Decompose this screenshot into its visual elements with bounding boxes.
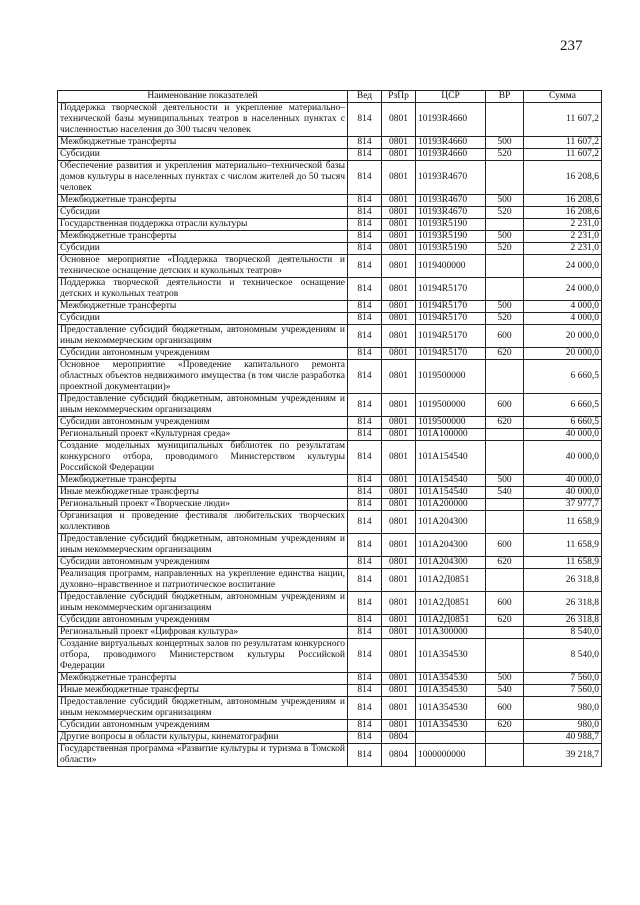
cell-rzpr: 0801: [382, 255, 416, 278]
cell-rzpr: 0801: [382, 195, 416, 207]
table-row: [58, 511, 602, 534]
cell-ved: 814: [348, 149, 382, 161]
cell-name: Создание модельных муниципальных библиотек по результатам конкурсного отбора, проводимого Министерством культуры Российской Федерации: [58, 441, 348, 475]
cell-csr: 1019500000: [416, 394, 486, 417]
cell-rzpr: 0801: [382, 697, 416, 720]
cell-rzpr: 0801: [382, 301, 416, 313]
table-row: [58, 639, 602, 673]
cell-vr: [486, 511, 524, 534]
cell-name: Создание виртуальных концертных залов по результатам конкурсного отбора, проводимого Министерством культуры Российской Федерации: [58, 639, 348, 673]
table-row: [58, 278, 602, 301]
table-row: [58, 348, 602, 360]
cell-rzpr: 0801: [382, 441, 416, 475]
cell-name: Межбюджетные трансферты: [58, 137, 348, 149]
header-sum: Сумма: [524, 91, 602, 103]
cell-ved: 814: [348, 697, 382, 720]
table-row: [58, 534, 602, 557]
cell-csr: [416, 732, 486, 744]
cell-rzpr: 0801: [382, 149, 416, 161]
cell-ved: 814: [348, 195, 382, 207]
cell-name: Субсидии: [58, 243, 348, 255]
cell-sum: 7 560,0: [524, 673, 602, 685]
cell-rzpr: 0801: [382, 325, 416, 348]
table-row: [58, 301, 602, 313]
cell-vr: 620: [486, 720, 524, 732]
table-row: [58, 499, 602, 511]
cell-vr: [486, 360, 524, 394]
cell-rzpr: 0801: [382, 673, 416, 685]
cell-csr: 101A354530: [416, 720, 486, 732]
cell-ved: 814: [348, 348, 382, 360]
cell-name: Региональный проект «Культурная среда»: [58, 429, 348, 441]
cell-csr: 10193R5190: [416, 219, 486, 231]
cell-sum: 40 000,0: [524, 475, 602, 487]
cell-name: Межбюджетные трансферты: [58, 475, 348, 487]
cell-name: Поддержка творческой деятельности и техническое оснащение детских и кукольных театров: [58, 278, 348, 301]
cell-rzpr: 0801: [382, 569, 416, 592]
cell-rzpr: 0801: [382, 161, 416, 195]
cell-csr: 101A200000: [416, 499, 486, 511]
cell-sum: 40 000,0: [524, 487, 602, 499]
cell-vr: 600: [486, 325, 524, 348]
cell-rzpr: 0801: [382, 639, 416, 673]
table-row: [58, 219, 602, 231]
cell-csr: 101A354530: [416, 697, 486, 720]
cell-rzpr: 0801: [382, 592, 416, 615]
budget-table: [57, 90, 602, 767]
cell-ved: 814: [348, 417, 382, 429]
cell-vr: 540: [486, 685, 524, 697]
cell-sum: 40 000,0: [524, 441, 602, 475]
cell-ved: 814: [348, 161, 382, 195]
header-vr: ВР: [486, 91, 524, 103]
cell-sum: 11 607,2: [524, 149, 602, 161]
table-row: [58, 207, 602, 219]
cell-sum: 40 988,7: [524, 732, 602, 744]
cell-sum: 8 540,0: [524, 627, 602, 639]
cell-ved: 814: [348, 569, 382, 592]
cell-sum: 2 231,0: [524, 219, 602, 231]
cell-csr: 10193R4670: [416, 161, 486, 195]
cell-csr: 1019500000: [416, 360, 486, 394]
cell-csr: 10194R5170: [416, 313, 486, 325]
table-row: [58, 685, 602, 697]
cell-rzpr: 0801: [382, 417, 416, 429]
cell-ved: 814: [348, 243, 382, 255]
cell-ved: 814: [348, 360, 382, 394]
cell-vr: [486, 429, 524, 441]
cell-sum: 2 231,0: [524, 243, 602, 255]
cell-sum: 26 318,8: [524, 615, 602, 627]
cell-ved: 814: [348, 394, 382, 417]
cell-csr: 101A154540: [416, 487, 486, 499]
table-row: [58, 487, 602, 499]
cell-vr: 540: [486, 487, 524, 499]
table-row: [58, 313, 602, 325]
cell-vr: 500: [486, 195, 524, 207]
cell-vr: 620: [486, 417, 524, 429]
table-row: [58, 161, 602, 195]
cell-ved: 814: [348, 429, 382, 441]
table-row: [58, 569, 602, 592]
cell-sum: 11 658,9: [524, 557, 602, 569]
cell-csr: 10194R5170: [416, 278, 486, 301]
cell-csr: 10193R5190: [416, 243, 486, 255]
cell-ved: 814: [348, 313, 382, 325]
cell-csr: 10194R5170: [416, 301, 486, 313]
cell-rzpr: 0801: [382, 685, 416, 697]
cell-rzpr: 0804: [382, 732, 416, 744]
cell-name: Межбюджетные трансферты: [58, 301, 348, 313]
cell-csr: 10193R4670: [416, 195, 486, 207]
cell-ved: 814: [348, 615, 382, 627]
cell-sum: 16 208,6: [524, 195, 602, 207]
cell-rzpr: 0804: [382, 744, 416, 767]
header-rzpr: РзПр: [382, 91, 416, 103]
cell-rzpr: 0801: [382, 207, 416, 219]
cell-csr: 10194R5170: [416, 348, 486, 360]
cell-rzpr: 0801: [382, 627, 416, 639]
cell-vr: [486, 627, 524, 639]
cell-ved: 814: [348, 732, 382, 744]
cell-vr: [486, 441, 524, 475]
table-row: [58, 137, 602, 149]
page-number: 237: [560, 38, 583, 54]
table-row: [58, 394, 602, 417]
cell-ved: 814: [348, 137, 382, 149]
cell-ved: 814: [348, 499, 382, 511]
cell-name: Субсидии: [58, 149, 348, 161]
cell-name: Организация и проведение фестиваля любительских творческих коллективов: [58, 511, 348, 534]
cell-name: Предоставление субсидий бюджетным, автономным учреждениям и иным некоммерческим организациям: [58, 534, 348, 557]
table-row: [58, 255, 602, 278]
cell-rzpr: 0801: [382, 511, 416, 534]
table-row: [58, 744, 602, 767]
cell-rzpr: 0801: [382, 394, 416, 417]
cell-ved: 814: [348, 278, 382, 301]
cell-vr: [486, 219, 524, 231]
cell-csr: 1019500000: [416, 417, 486, 429]
cell-name: Субсидии автономным учреждениям: [58, 557, 348, 569]
table-row: [58, 231, 602, 243]
cell-sum: 20 000,0: [524, 348, 602, 360]
table-row: [58, 441, 602, 475]
cell-sum: 39 218,7: [524, 744, 602, 767]
cell-ved: 814: [348, 219, 382, 231]
cell-csr: 10193R4660: [416, 149, 486, 161]
cell-name: Основное мероприятие «Проведение капитального ремонта областных объектов недвижимого имущества (в том числе разработка проектной документации)»: [58, 360, 348, 394]
table-row: [58, 592, 602, 615]
cell-csr: 101A354530: [416, 685, 486, 697]
cell-sum: 16 208,6: [524, 161, 602, 195]
cell-sum: 16 208,6: [524, 207, 602, 219]
cell-name: Межбюджетные трансферты: [58, 231, 348, 243]
cell-rzpr: 0801: [382, 231, 416, 243]
cell-name: Предоставление субсидий бюджетным, автономным учреждениям и иным некоммерческим организациям: [58, 697, 348, 720]
cell-rzpr: 0801: [382, 103, 416, 137]
cell-vr: [486, 744, 524, 767]
cell-vr: 500: [486, 137, 524, 149]
cell-vr: [486, 103, 524, 137]
cell-csr: 1019400000: [416, 255, 486, 278]
table-row: [58, 429, 602, 441]
cell-ved: 814: [348, 301, 382, 313]
table-body: [58, 103, 602, 767]
cell-rzpr: 0801: [382, 429, 416, 441]
cell-vr: 600: [486, 697, 524, 720]
cell-sum: 980,0: [524, 697, 602, 720]
cell-sum: 4 000,0: [524, 313, 602, 325]
cell-sum: 6 660,5: [524, 417, 602, 429]
cell-sum: 7 560,0: [524, 685, 602, 697]
cell-rzpr: 0801: [382, 313, 416, 325]
cell-sum: 11 607,2: [524, 103, 602, 137]
cell-name: Региональный проект «Творческие люди»: [58, 499, 348, 511]
cell-ved: 814: [348, 325, 382, 348]
cell-vr: 500: [486, 301, 524, 313]
cell-ved: 814: [348, 627, 382, 639]
cell-csr: 101A204300: [416, 511, 486, 534]
cell-name: Предоставление субсидий бюджетным, автономным учреждениям и иным некоммерческим организациям: [58, 394, 348, 417]
cell-vr: [486, 161, 524, 195]
cell-name: Реализация программ, направленных на укрепление единства нации, духовно–нравственное и патриотическое воспитание: [58, 569, 348, 592]
cell-name: Межбюджетные трансферты: [58, 195, 348, 207]
table-row: [58, 195, 602, 207]
cell-name: Предоставление субсидий бюджетным, автономным учреждениям и иным некоммерческим организациям: [58, 325, 348, 348]
cell-name: Государственная программа «Развитие культуры и туризма в Томской области»: [58, 744, 348, 767]
cell-sum: 980,0: [524, 720, 602, 732]
cell-vr: 600: [486, 394, 524, 417]
cell-name: Основное мероприятие «Поддержка творческой деятельности и техническое оснащение детских и кукольных театров»: [58, 255, 348, 278]
cell-vr: [486, 569, 524, 592]
cell-name: Межбюджетные трансферты: [58, 673, 348, 685]
table-row: [58, 697, 602, 720]
cell-ved: 814: [348, 685, 382, 697]
cell-sum: 26 318,8: [524, 569, 602, 592]
cell-csr: 101A154540: [416, 475, 486, 487]
cell-rzpr: 0801: [382, 360, 416, 394]
cell-csr: 101A300000: [416, 627, 486, 639]
cell-csr: 101A100000: [416, 429, 486, 441]
cell-ved: 814: [348, 255, 382, 278]
cell-vr: 500: [486, 231, 524, 243]
cell-rzpr: 0801: [382, 499, 416, 511]
cell-sum: 37 977,7: [524, 499, 602, 511]
cell-vr: [486, 732, 524, 744]
cell-rzpr: 0801: [382, 475, 416, 487]
cell-name: Субсидии автономным учреждениям: [58, 720, 348, 732]
cell-rzpr: 0801: [382, 720, 416, 732]
cell-ved: 814: [348, 534, 382, 557]
cell-name: Предоставление субсидий бюджетным, автономным учреждениям и иным некоммерческим организациям: [58, 592, 348, 615]
header-name: Наименование показателей: [58, 91, 348, 103]
cell-csr: 101A204300: [416, 534, 486, 557]
cell-rzpr: 0801: [382, 557, 416, 569]
cell-name: Региональный проект «Цифровая культура»: [58, 627, 348, 639]
cell-ved: 814: [348, 207, 382, 219]
cell-sum: 24 000,0: [524, 255, 602, 278]
cell-sum: 11 607,2: [524, 137, 602, 149]
cell-ved: 814: [348, 639, 382, 673]
cell-sum: 11 658,9: [524, 511, 602, 534]
cell-rzpr: 0801: [382, 243, 416, 255]
table-row: [58, 557, 602, 569]
cell-ved: 814: [348, 231, 382, 243]
cell-name: Субсидии автономным учреждениям: [58, 348, 348, 360]
cell-rzpr: 0801: [382, 615, 416, 627]
cell-name: Другие вопросы в области культуры, кинематографии: [58, 732, 348, 744]
table-row: [58, 417, 602, 429]
cell-vr: 500: [486, 475, 524, 487]
cell-ved: 814: [348, 441, 382, 475]
cell-name: Иные межбюджетные трансферты: [58, 487, 348, 499]
cell-vr: [486, 255, 524, 278]
table-row: [58, 475, 602, 487]
table-row: [58, 149, 602, 161]
cell-rzpr: 0801: [382, 534, 416, 557]
cell-ved: 814: [348, 592, 382, 615]
cell-vr: [486, 639, 524, 673]
cell-csr: 101A2Д0851: [416, 569, 486, 592]
header-row: [58, 91, 602, 103]
cell-ved: 814: [348, 475, 382, 487]
cell-ved: 814: [348, 103, 382, 137]
cell-csr: 1000000000: [416, 744, 486, 767]
cell-ved: 814: [348, 511, 382, 534]
table-row: [58, 673, 602, 685]
cell-name: Поддержка творческой деятельности и укрепление материально–технической базы муниципальных театров в населенных пунктах с численностью населения до 300 тысяч человек: [58, 103, 348, 137]
cell-vr: 620: [486, 348, 524, 360]
cell-sum: 4 000,0: [524, 301, 602, 313]
cell-csr: 10194R5170: [416, 325, 486, 348]
cell-name: Государственная поддержка отрасли культуры: [58, 219, 348, 231]
cell-ved: 814: [348, 673, 382, 685]
cell-csr: 101A354530: [416, 639, 486, 673]
cell-sum: 26 318,8: [524, 592, 602, 615]
table-row: [58, 103, 602, 137]
cell-name: Субсидии автономным учреждениям: [58, 615, 348, 627]
cell-csr: 10193R4670: [416, 207, 486, 219]
table-row: [58, 720, 602, 732]
cell-vr: 500: [486, 673, 524, 685]
cell-vr: 520: [486, 149, 524, 161]
cell-sum: 20 000,0: [524, 325, 602, 348]
table-row: [58, 627, 602, 639]
cell-rzpr: 0801: [382, 487, 416, 499]
cell-name: Субсидии: [58, 313, 348, 325]
table-row: [58, 360, 602, 394]
table-row: [58, 732, 602, 744]
cell-sum: 6 660,5: [524, 360, 602, 394]
cell-vr: [486, 499, 524, 511]
header-csr: ЦСР: [416, 91, 486, 103]
table-row: [58, 615, 602, 627]
cell-vr: [486, 278, 524, 301]
cell-ved: 814: [348, 557, 382, 569]
cell-vr: 600: [486, 534, 524, 557]
cell-sum: 40 000,0: [524, 429, 602, 441]
table-row: [58, 243, 602, 255]
cell-csr: 101A2Д0851: [416, 592, 486, 615]
cell-name: Обеспечение развития и укрепления материально–технической базы домов культуры в населенных пунктах с числом жителей до 50 тысяч человек: [58, 161, 348, 195]
header-ved: Вед: [348, 91, 382, 103]
cell-csr: 10193R5190: [416, 231, 486, 243]
cell-vr: 520: [486, 207, 524, 219]
cell-name: Субсидии: [58, 207, 348, 219]
cell-rzpr: 0801: [382, 137, 416, 149]
cell-sum: 2 231,0: [524, 231, 602, 243]
cell-csr: 10193R4660: [416, 103, 486, 137]
cell-ved: 814: [348, 720, 382, 732]
cell-csr: 101A204300: [416, 557, 486, 569]
cell-csr: 101A154540: [416, 441, 486, 475]
cell-vr: 520: [486, 313, 524, 325]
cell-vr: 620: [486, 557, 524, 569]
cell-ved: 814: [348, 487, 382, 499]
cell-rzpr: 0801: [382, 348, 416, 360]
cell-vr: 620: [486, 615, 524, 627]
cell-vr: 520: [486, 243, 524, 255]
cell-rzpr: 0801: [382, 219, 416, 231]
cell-csr: 101A354530: [416, 673, 486, 685]
cell-name: Субсидии автономным учреждениям: [58, 417, 348, 429]
cell-ved: 814: [348, 744, 382, 767]
cell-rzpr: 0801: [382, 278, 416, 301]
cell-sum: 8 540,0: [524, 639, 602, 673]
cell-vr: 600: [486, 592, 524, 615]
cell-csr: 101A2Д0851: [416, 615, 486, 627]
cell-sum: 24 000,0: [524, 278, 602, 301]
table-row: [58, 325, 602, 348]
cell-name: Иные межбюджетные трансферты: [58, 685, 348, 697]
cell-sum: 11 658,9: [524, 534, 602, 557]
cell-csr: 10193R4660: [416, 137, 486, 149]
cell-sum: 6 660,5: [524, 394, 602, 417]
